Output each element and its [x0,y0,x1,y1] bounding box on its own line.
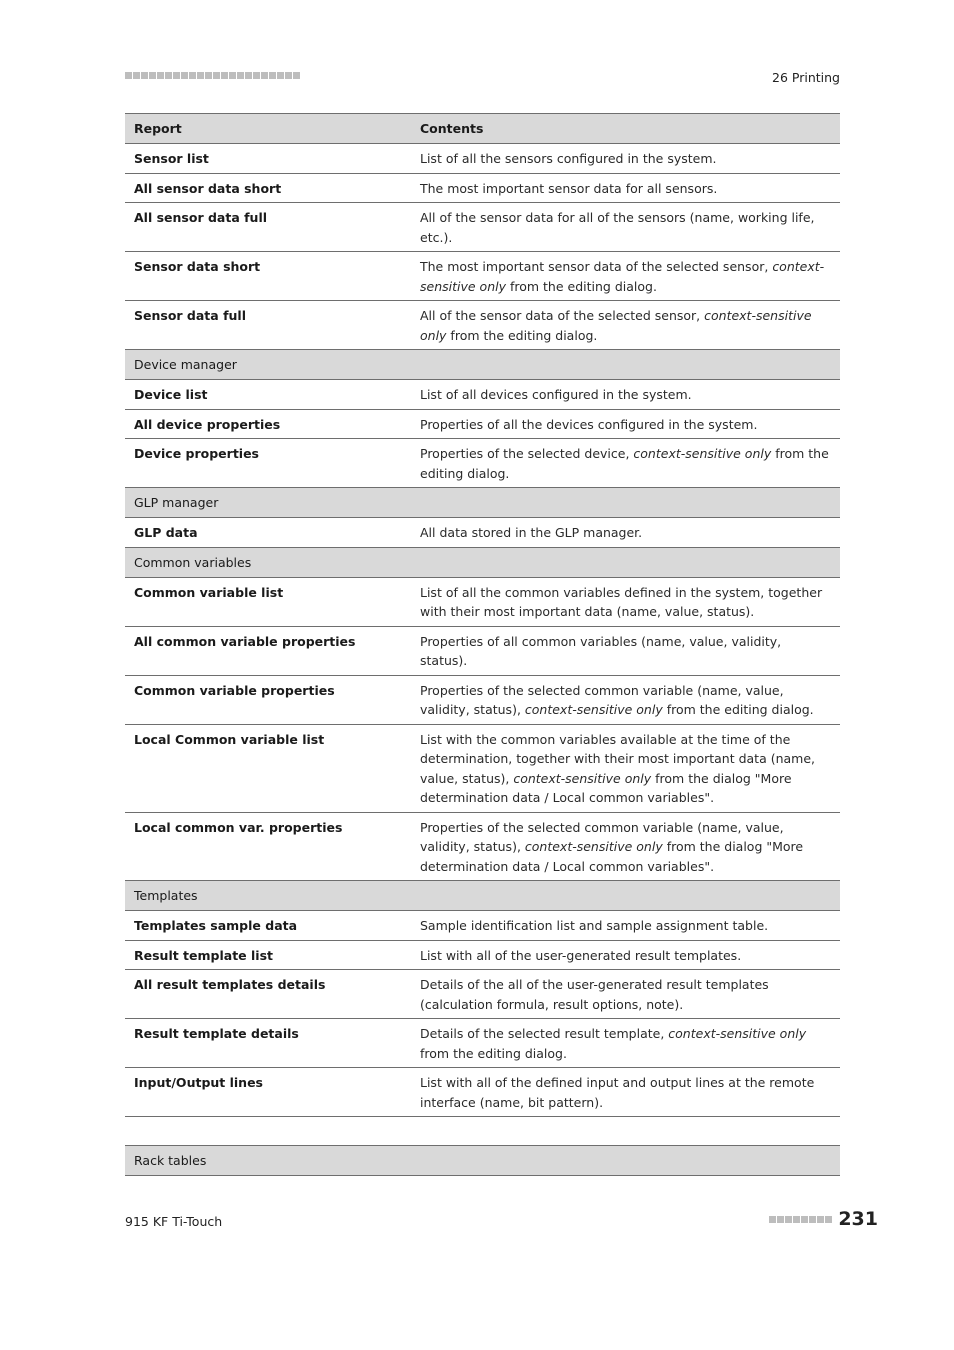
decoration-square [261,72,268,79]
report-contents [411,675,840,724]
report-contents [411,252,840,301]
report-name: All result templates details [125,970,411,1019]
decoration-square [237,72,244,79]
emphasis-text: context-sensitive only [420,259,825,294]
contents-text: All of the sensor data of the selected sensor, [420,308,705,323]
report-contents [411,439,840,488]
report-contents [411,577,840,626]
group-heading: Common variables [125,547,840,577]
group-heading: Rack tables [125,1146,840,1176]
decoration-square [293,72,300,79]
decoration-square [205,72,212,79]
decoration-square [197,72,204,79]
decoration-square [809,1216,816,1223]
decoration-square [173,72,180,79]
table-row [125,812,840,881]
table-row [125,1019,840,1068]
table-row [125,380,840,410]
group-heading: Templates [125,881,840,911]
table-header-row [125,114,840,144]
contents-text: Properties of the selected device, [420,446,634,461]
contents-text: The most important sensor data for all sensors. [420,180,718,196]
spacer-cell [125,1117,840,1146]
table-row [125,173,840,203]
decoration-square [285,72,292,79]
report-name: All sensor data full [125,203,411,252]
report-contents [411,1068,840,1117]
contents-text: All of the sensor data for all of the sensors (name, working life, etc.). [420,210,815,245]
report-name: Result template list [125,940,411,970]
decoration-square [229,72,236,79]
table-group-row [125,488,840,518]
decoration-square [149,72,156,79]
table-row [125,724,840,812]
decoration-square [165,72,172,79]
table-row [125,203,840,252]
emphasis-text: context-sensitive only [513,770,652,786]
table-row [125,1068,840,1117]
report-name: Device properties [125,439,411,488]
report-contents [411,409,840,439]
page-number: 231 [838,1208,878,1230]
contents-text: List with the common variables available at the time of the determination, together with their most important data (name, value, status), [420,731,816,786]
table-row [125,577,840,626]
emphasis-text: context-sensitive only [633,446,772,461]
report-name: Result template details [125,1019,411,1068]
decoration-square [125,72,132,79]
table-row [125,940,840,970]
report-contents [411,626,840,675]
report-name: Local common var. properties [125,812,411,881]
decoration-square [769,1216,776,1223]
report-name: Sensor list [125,144,411,174]
report-name: All sensor data short [125,173,411,203]
page-footer [769,1208,878,1230]
table-row [125,144,840,174]
decoration-square [277,72,284,79]
column-header-contents: Contents [411,114,840,144]
table-group-row [125,547,840,577]
decoration-square [825,1216,832,1223]
report-contents [411,911,840,941]
contents-text: List of all the common variables defined in the system, together with their most important data (name, value, status). [420,584,823,619]
decoration-square [157,72,164,79]
emphasis-text: context-sensitive only [524,702,663,717]
report-name: Sensor data full [125,301,411,350]
table-group-row [125,881,840,911]
decoration-square [269,72,276,79]
decoration-square [141,72,148,79]
contents-text: from the editing dialog. [420,446,829,481]
contents-text: Properties of the selected common variable (name, value, validity, status), [420,682,784,717]
report-contents [411,940,840,970]
report-name: All common variable properties [125,626,411,675]
decoration-square [785,1216,792,1223]
product-name: 915 KF Ti-Touch [125,1214,223,1229]
report-contents [411,301,840,350]
report-name: Sensor data short [125,252,411,301]
contents-text: from the editing dialog. [446,327,598,343]
decoration-square [189,72,196,79]
report-contents [411,380,840,410]
column-header-report: Report [125,114,411,144]
contents-text: List of all the sensors configured in the system. [420,151,717,166]
table-row [125,518,840,548]
report-contents [411,518,840,548]
decoration-square [793,1216,800,1223]
footer-decoration [769,1216,832,1223]
contents-text: from the editing dialog. [420,1045,567,1061]
table-row [125,439,840,488]
chapter-title: 26 Printing [772,70,840,85]
report-name: All device properties [125,409,411,439]
report-name: Common variable properties [125,675,411,724]
emphasis-text: context-sensitive only [524,839,663,854]
decoration-square [213,72,220,79]
contents-text: Sample identification list and sample assignment table. [420,918,769,933]
report-name: GLP data [125,518,411,548]
table-group-row [125,350,840,380]
table-row [125,626,840,675]
decoration-square [817,1216,824,1223]
group-heading: Device manager [125,350,840,380]
decoration-square [133,72,140,79]
report-name: Local Common variable list [125,724,411,812]
table-row [125,911,840,941]
table-row [125,675,840,724]
report-contents [411,1019,840,1068]
report-table [125,113,840,1176]
decoration-square [181,72,188,79]
report-contents [411,203,840,252]
table-group-row [125,1146,840,1176]
contents-text: The most important sensor data of the selected sensor, [420,259,773,274]
contents-text: Details of the selected result template, [420,1026,669,1041]
contents-text: List with all of the defined input and output lines at the remote interface (name, bit pattern). [420,1075,815,1110]
contents-text: Properties of the selected common variable (name, value, validity, status), [420,819,784,854]
contents-text: Properties of all the devices configured in the system. [420,416,758,432]
report-name: Templates sample data [125,911,411,941]
decoration-square [245,72,252,79]
contents-text: List with all of the user-generated result templates. [420,947,742,963]
table-body [125,144,840,1176]
group-heading: GLP manager [125,488,840,518]
report-contents [411,144,840,174]
table-row [125,252,840,301]
contents-text: from the dialog "More determination data / Local common variables". [420,770,792,805]
decoration-square [777,1216,784,1223]
report-name: Device list [125,380,411,410]
contents-text: Properties of all common variables (name, value, validity, status). [420,633,782,668]
contents-text: from the editing dialog. [662,702,814,717]
emphasis-text: context-sensitive only [420,308,812,343]
decoration-square [253,72,260,79]
header-decoration [125,72,300,79]
table-row [125,970,840,1019]
decoration-square [221,72,228,79]
report-contents [411,970,840,1019]
report-contents [411,812,840,881]
table-row [125,301,840,350]
report-contents [411,173,840,203]
table-row [125,409,840,439]
contents-text: List of all devices configured in the system. [420,387,692,402]
report-name: Input/Output lines [125,1068,411,1117]
table-spacer-row [125,1117,840,1146]
report-name: Common variable list [125,577,411,626]
decoration-square [801,1216,808,1223]
emphasis-text: context-sensitive only [668,1026,807,1041]
contents-text: from the dialog "More determination data / Local common variables". [420,839,804,874]
contents-text: All data stored in the GLP manager. [420,525,643,540]
contents-text: from the editing dialog. [506,278,657,294]
contents-text: Details of the all of the user-generated result templates (calculation formula, result options, note). [420,977,769,1012]
report-contents [411,724,840,812]
